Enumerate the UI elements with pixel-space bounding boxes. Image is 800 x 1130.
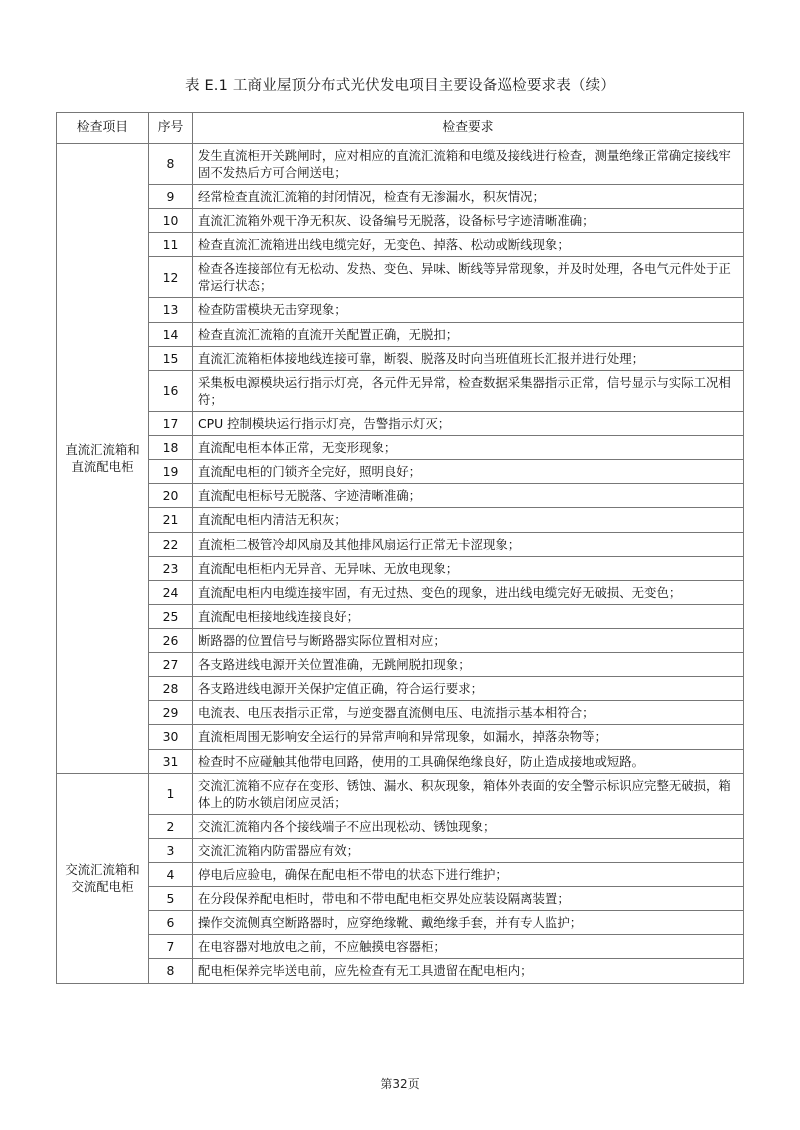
table-row (57, 701, 744, 725)
index-cell: 22 (149, 532, 193, 556)
index-cell: 12 (149, 257, 193, 298)
page-title: 表 E.1 工商业屋顶分布式光伏发电项目主要设备巡检要求表（续） (184, 78, 616, 94)
requirement-cell: 直流配电柜标号无脱落、字迹清晰准确； (193, 484, 744, 508)
requirement-cell: 交流汇流箱内各个接线端子不应出现松动、锈蚀现象； (193, 814, 744, 838)
table-header (57, 113, 744, 144)
requirement-cell: 直流配电柜内电缆连接牢固，有无过热、变色的现象，进出线电缆完好无破损、无变色； (193, 580, 744, 604)
index-cell: 4 (149, 863, 193, 887)
index-cell: 19 (149, 460, 193, 484)
index-cell: 29 (149, 701, 193, 725)
requirement-cell: 在电容器对地放电之前，不应触摸电容器柜； (193, 935, 744, 959)
table-body (57, 143, 744, 983)
requirement-cell: 检查直流汇流箱的直流开关配置正确，无脱扣； (193, 322, 744, 346)
index-cell: 7 (149, 935, 193, 959)
page-footer: 第32页 (380, 1077, 420, 1091)
requirement-cell: 操作交流侧真空断路器时，应穿绝缘靴、戴绝缘手套，并有专人监护； (193, 911, 744, 935)
requirement-cell: 直流配电柜本体正常，无变形现象； (193, 436, 744, 460)
requirement-cell: 直流配电柜接地线连接良好； (193, 604, 744, 628)
category-cell: 交流汇流箱和交流配电柜 (57, 773, 149, 983)
requirement-cell: 停电后应验电，确保在配电柜不带电的状态下进行维护； (193, 863, 744, 887)
requirement-cell: 发生直流柜开关跳闸时，应对相应的直流汇流箱和电缆及接线进行检查，测量绝缘正常确定接线牢固不发热后方可合闸送电； (193, 143, 744, 184)
index-cell: 23 (149, 556, 193, 580)
table-row (57, 653, 744, 677)
table-row (57, 556, 744, 580)
table-row (57, 604, 744, 628)
requirement-cell: 检查各连接部位有无松动、发热、变色、异味、断线等异常现象，并及时处理，各电气元件处于正常运行状态； (193, 257, 744, 298)
table-row (57, 677, 744, 701)
requirement-cell: 直流配电柜内清洁无积灰； (193, 508, 744, 532)
table-row (57, 887, 744, 911)
column-header-index: 序号 (149, 113, 193, 144)
table-row (57, 346, 744, 370)
table-row (57, 773, 744, 814)
table-header-row (57, 113, 744, 144)
requirement-cell: 检查时不应碰触其他带电回路，使用的工具确保绝缘良好，防止造成接地或短路。 (193, 749, 744, 773)
requirement-cell: 各支路进线电源开关保护定值正确，符合运行要求； (193, 677, 744, 701)
index-cell: 1 (149, 773, 193, 814)
index-cell: 14 (149, 322, 193, 346)
index-cell: 17 (149, 411, 193, 435)
table-row (57, 725, 744, 749)
index-cell: 25 (149, 604, 193, 628)
table-row (57, 233, 744, 257)
table-row (57, 911, 744, 935)
index-cell: 15 (149, 346, 193, 370)
index-cell: 30 (149, 725, 193, 749)
table-row (57, 257, 744, 298)
index-cell: 13 (149, 298, 193, 322)
index-cell: 27 (149, 653, 193, 677)
index-cell: 6 (149, 911, 193, 935)
table-row (57, 208, 744, 232)
requirement-cell: CPU 控制模块运行指示灯亮，告警指示灯灭； (193, 411, 744, 435)
index-cell: 5 (149, 887, 193, 911)
table-row (57, 863, 744, 887)
table-row (57, 814, 744, 838)
requirement-cell: 交流汇流箱不应存在变形、锈蚀、漏水、积灰现象，箱体外表面的安全警示标识应完整无破损，箱体上的防水锁启闭应灵活； (193, 773, 744, 814)
table-row (57, 411, 744, 435)
requirement-cell: 经常检查直流汇流箱的封闭情况，检查有无渗漏水，积灰情况； (193, 184, 744, 208)
column-header-category: 检查项目 (57, 113, 149, 144)
requirement-cell: 直流配电柜柜内无异音、无异味、无放电现象； (193, 556, 744, 580)
table-row (57, 959, 744, 983)
requirement-cell: 直流配电柜的门锁齐全完好，照明良好； (193, 460, 744, 484)
index-cell: 2 (149, 814, 193, 838)
requirement-cell: 检查直流汇流箱进出线电缆完好，无变色、掉落、松动或断线现象； (193, 233, 744, 257)
index-cell: 31 (149, 749, 193, 773)
requirement-cell: 直流柜周围无影响安全运行的异常声响和异常现象，如漏水，掉落杂物等； (193, 725, 744, 749)
requirement-cell: 交流汇流箱内防雷器应有效； (193, 838, 744, 862)
table-row (57, 532, 744, 556)
index-cell: 21 (149, 508, 193, 532)
requirement-cell: 电流表、电压表指示正常，与逆变器直流侧电压、电流指示基本相符合； (193, 701, 744, 725)
index-cell: 8 (149, 959, 193, 983)
requirement-cell: 直流柜二极管冷却风扇及其他排风扇运行正常无卡涩现象； (193, 532, 744, 556)
column-header-requirement: 检查要求 (193, 113, 744, 144)
requirement-cell: 直流汇流箱柜体接地线连接可靠，断裂、脱落及时向当班值班长汇报并进行处理； (193, 346, 744, 370)
index-cell: 28 (149, 677, 193, 701)
table-row (57, 322, 744, 346)
table-row (57, 460, 744, 484)
index-cell: 16 (149, 370, 193, 411)
category-cell: 直流汇流箱和直流配电柜 (57, 143, 149, 773)
requirement-cell: 各支路进线电源开关位置准确，无跳闸脱扣现象； (193, 653, 744, 677)
index-cell: 10 (149, 208, 193, 232)
table-row (57, 628, 744, 652)
table-row (57, 838, 744, 862)
table-row (57, 184, 744, 208)
index-cell: 24 (149, 580, 193, 604)
table-row (57, 749, 744, 773)
table-row (57, 508, 744, 532)
inspection-table (56, 112, 744, 984)
index-cell: 8 (149, 143, 193, 184)
table-row (57, 935, 744, 959)
requirement-cell: 检查防雷模块无击穿现象； (193, 298, 744, 322)
table-row (57, 298, 744, 322)
index-cell: 3 (149, 838, 193, 862)
requirement-cell: 在分段保养配电柜时，带电和不带电配电柜交界处应装设隔离装置； (193, 887, 744, 911)
index-cell: 18 (149, 436, 193, 460)
requirement-cell: 采集板电源模块运行指示灯亮，各元件无异常，检查数据采集器指示正常，信号显示与实际工况相符； (193, 370, 744, 411)
table-row (57, 436, 744, 460)
requirement-cell: 直流汇流箱外观干净无积灰、设备编号无脱落，设备标号字迹清晰准确； (193, 208, 744, 232)
index-cell: 26 (149, 628, 193, 652)
table-row (57, 143, 744, 184)
index-cell: 11 (149, 233, 193, 257)
index-cell: 20 (149, 484, 193, 508)
requirement-cell: 配电柜保养完毕送电前，应先检查有无工具遗留在配电柜内； (193, 959, 744, 983)
requirement-cell: 断路器的位置信号与断路器实际位置相对应； (193, 628, 744, 652)
index-cell: 9 (149, 184, 193, 208)
table-row (57, 580, 744, 604)
table-row (57, 370, 744, 411)
table-row (57, 484, 744, 508)
